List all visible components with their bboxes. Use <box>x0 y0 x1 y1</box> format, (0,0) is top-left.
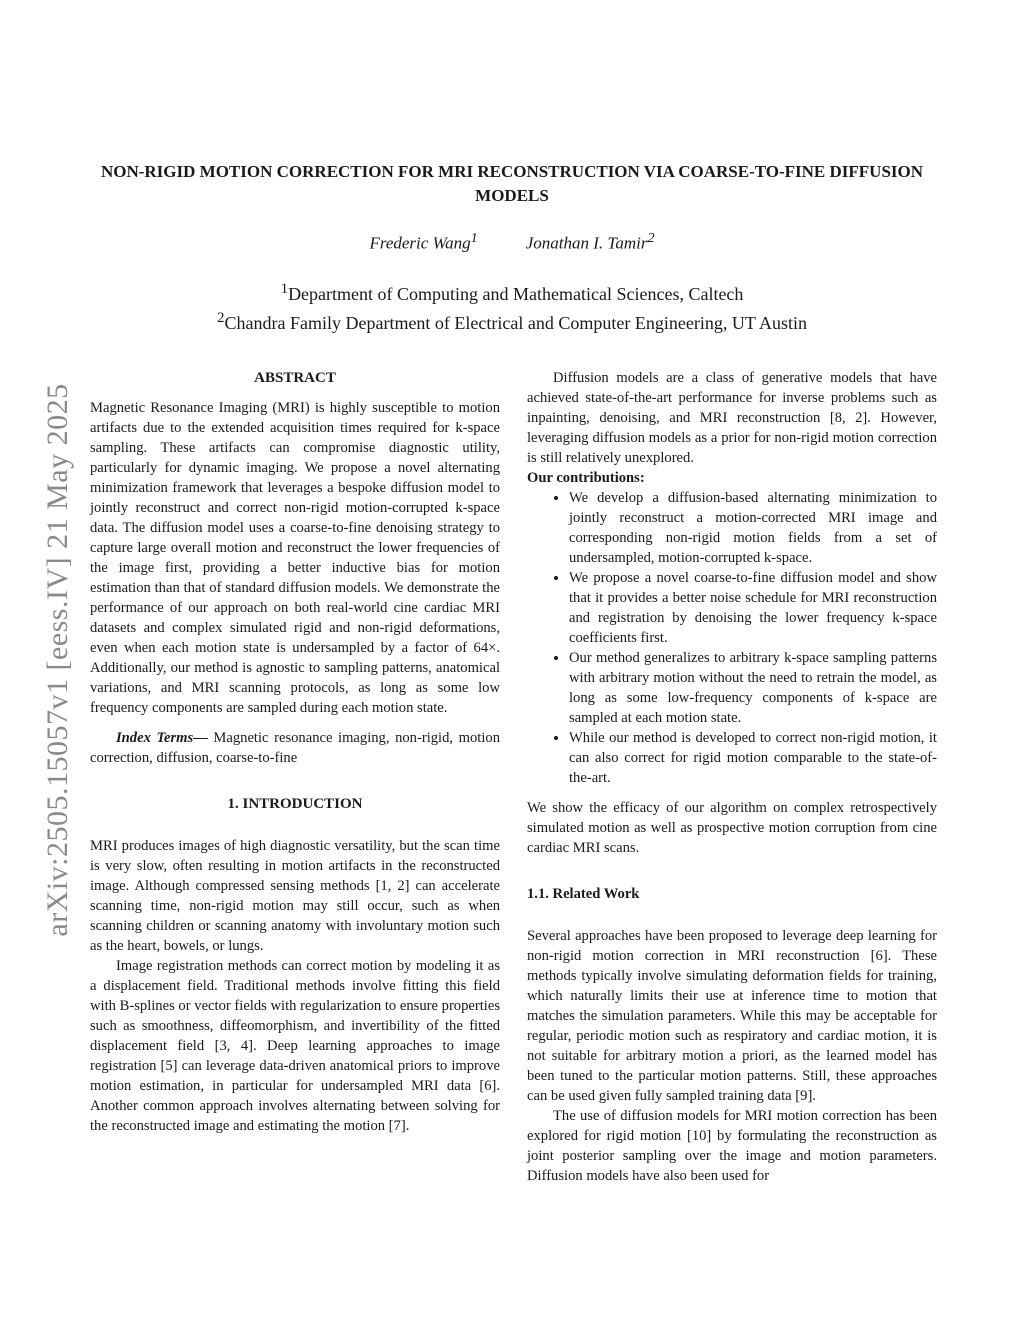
intro-paragraph-2: Image registration methods can correct motion by modeling it as a displacement field. Traditional methods involve fitting this field with B-splines or vector fields with regularization to ensure properties such as smoothness, diffeomorphism, and invertibility of the fitted displacement field [3, 4]. Deep learning approaches to image registration [5] can leverage data-driven anatomical priors to improve motion estimation, in particular for undersampled MRI data [6]. Another common approach involves alternating between solving for the reconstructed image and estimating the motion [7]. <box>90 958 500 1134</box>
contributions-list <box>527 488 937 788</box>
arxiv-stamp: arXiv:2505.15057v1 [eess.IV] 21 May 2025 <box>41 383 74 937</box>
contributions-heading: Our contributions: <box>527 470 645 486</box>
affiliation-1: $^1$Department of Computing and Mathematical Sciences, Caltech <box>280 281 744 304</box>
related-work-heading: 1.1. Related Work <box>527 886 640 902</box>
contribution-item: • We develop a diffusion-based alternating minimization to jointly reconstruct a motion-corrected MRI image and corresponding non-rigid motion fields from a set of undersampled, motion-corrupted k-space. <box>569 488 937 568</box>
efficacy-paragraph: We show the efficacy of our algorithm on complex retrospectively simulated motion as well as prospective motion corruption from cine cardiac MRI scans. <box>527 800 937 856</box>
abstract-text: Magnetic Resonance Imaging (MRI) is highly susceptible to motion artifacts due to the extended acquisition times required for k-space sampling. These artifacts can compromise diagnostic utility, particularly for dynamic imaging. We propose a novel alternating minimization framework that leverages a bespoke diffusion model to jointly reconstruct and correct non-rigid motion-corrupted k-space data. The diffusion model uses a coarse-to-fine denoising strategy to capture large overall motion and reconstruct the lower frequencies of the image first, providing a better inductive bias for motion estimation than that of standard diffusion models. We demonstrate the performance of our approach on both real-world cine cardiac MRI datasets and complex simulated rigid and non-rigid deformations, even when each motion state is undersampled by a factor of 64×. Additionally, our method is agnostic to sampling patterns, anatomical variations, and MRI scanning protocols, as long as some low frequency components are sampled during each motion state. <box>90 400 500 716</box>
intro-paragraph-1: MRI produces images of high diagnostic versatility, but the scan time is very slow, often resulting in motion artifacts in the reconstructed image. Although compressed sensing methods [1, 2] can accelerate scanning time, non-rigid motion may still occur, such as when scanning children or scanning anatomy with involuntary motion such as the heart, bowels, or lungs. <box>90 838 500 954</box>
author-list <box>0 230 1024 254</box>
contribution-item: • While our method is developed to correct non-rigid motion, it can also correct for rigid motion comparable to the state-of-the-art. <box>569 728 937 788</box>
introduction-heading: 1. INTRODUCTION <box>227 796 363 812</box>
right-column <box>527 368 937 1186</box>
paper-title: NON-RIGID MOTION CORRECTION FOR MRI RECONSTRUCTION VIA COARSE-TO-FINE DIFFUSION MODELS <box>100 162 924 205</box>
related-work-paragraph-2: The use of diffusion models for MRI motion correction has been explored for rigid motion [10] by formulating the reconstruction as joint posterior sampling over the image and motion parameters. Diffusion models have also been used for <box>527 1108 937 1184</box>
left-column <box>90 368 500 1136</box>
diffusion-intro-paragraph: Diffusion models are a class of generative models that have achieved state-of-the-art performance for inverse problems such as inpainting, denoising, and MRI reconstruction [8, 2]. However, leveraging diffusion models as a prior for non-rigid motion correction is still relatively unexplored. <box>527 370 937 466</box>
contribution-item: • We propose a novel coarse-to-fine diffusion model and show that it provides a better noise schedule for MRI reconstruction and registration by denoising the lower frequency k-space coefficients first. <box>569 568 937 648</box>
contribution-item: • Our method generalizes to arbitrary k-space sampling patterns with arbitrary motion without the need to retrain the model, as long as some low-frequency components of k-space are sampled at each motion state. <box>569 648 937 728</box>
index-terms: Index Terms— Magnetic resonance imaging, non-rigid, motion correction, diffusion, coarse-to-fine <box>90 730 500 766</box>
affiliation-2: $^2$Chandra Family Department of Electrical and Computer Engineering, UT Austin <box>216 310 808 333</box>
related-work-paragraph-1: Several approaches have been proposed to leverage deep learning for non-rigid motion correction in MRI reconstruction [6]. These methods typically involve simulating deformation fields for training, which naturally limits their use at inference time to motion that matches the simulation parameters. While this may be acceptable for regular, periodic motion such as respiratory and cardiac motion, it is not suitable for arbitrary motion a priori, as the learned model has been tuned to the particular motion patterns. Still, these approaches can be used given fully sampled training data [9]. <box>527 928 937 1104</box>
author-2: Jonathan I. Tamir$^2$ <box>525 230 655 253</box>
abstract-heading: ABSTRACT <box>254 370 336 386</box>
author-1: Frederic Wang$^1$ <box>369 230 478 253</box>
affiliations <box>0 277 1024 335</box>
